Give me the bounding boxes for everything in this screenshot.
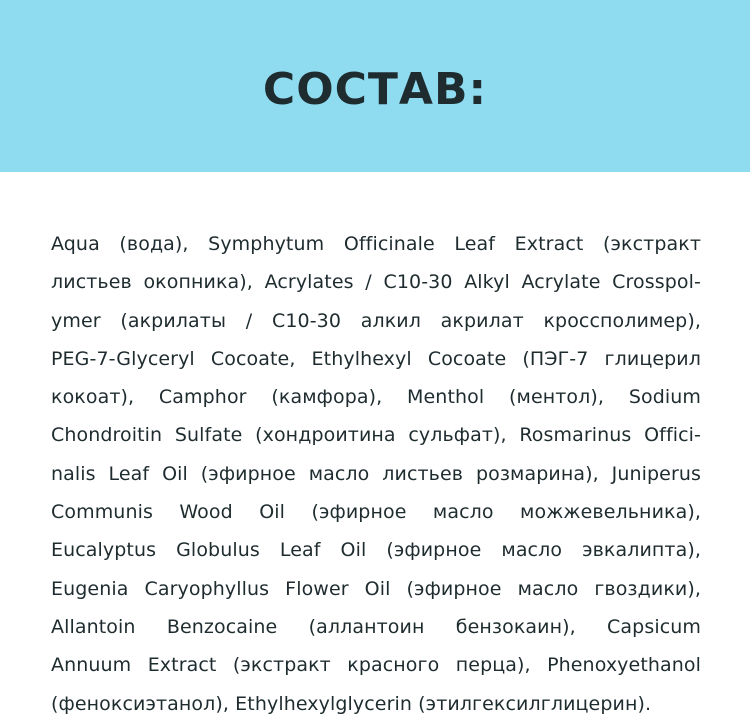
ingredients-line: Eugenia Caryophyllus Flower Oil (эфирное масло гвоздики), xyxy=(51,577,701,600)
ingredients-line: Eucalyptus Globulus Leaf Oil (эфирное масло эвкалипта), xyxy=(51,539,701,562)
ingredients-line: Chondroitin Sulfate (хондроитина сульфат), Rosmarinus Offici- xyxy=(51,424,701,447)
page-title: СОСТАВ: xyxy=(262,63,488,115)
ingredients-text xyxy=(51,225,701,723)
ingredients-line: Aqua (вода), Symphytum Officinale Leaf Extract (экстракт xyxy=(51,233,701,255)
ingredients-line: Communis Wood Oil (эфирное масло можжевельника), xyxy=(51,501,701,524)
ingredients-line: (феноксиэтанол), Ethylhexylglycerin (этилгексилглицерин). xyxy=(51,692,652,715)
ingredients-line: nalis Leaf Oil (эфирное масло листьев розмарина), Juniperus xyxy=(51,462,701,485)
ingredients-line: листьев окопника), Acrylates / C10-30 Alkyl Acrylate Crosspol- xyxy=(51,271,701,294)
ingredients-line: PEG-7-Glyceryl Cocoate, Ethylhexyl Cocoate (ПЭГ-7 глицерил xyxy=(51,347,701,370)
ingredients-line: Allantoin Benzocaine (аллантоин бензокаин), Capsicum xyxy=(51,615,701,638)
header-banner xyxy=(0,0,750,172)
ingredients-line: кокоат), Camphor (камфора), Menthol (ментол), Sodium xyxy=(51,386,701,409)
ingredients-section xyxy=(0,225,750,723)
ingredients-line: ymer (акрилаты / C10-30 алкил акрилат кроссполимер), xyxy=(51,309,701,332)
ingredients-line: Annuum Extract (экстракт красного перца), Phenoxyethanol xyxy=(51,654,701,677)
